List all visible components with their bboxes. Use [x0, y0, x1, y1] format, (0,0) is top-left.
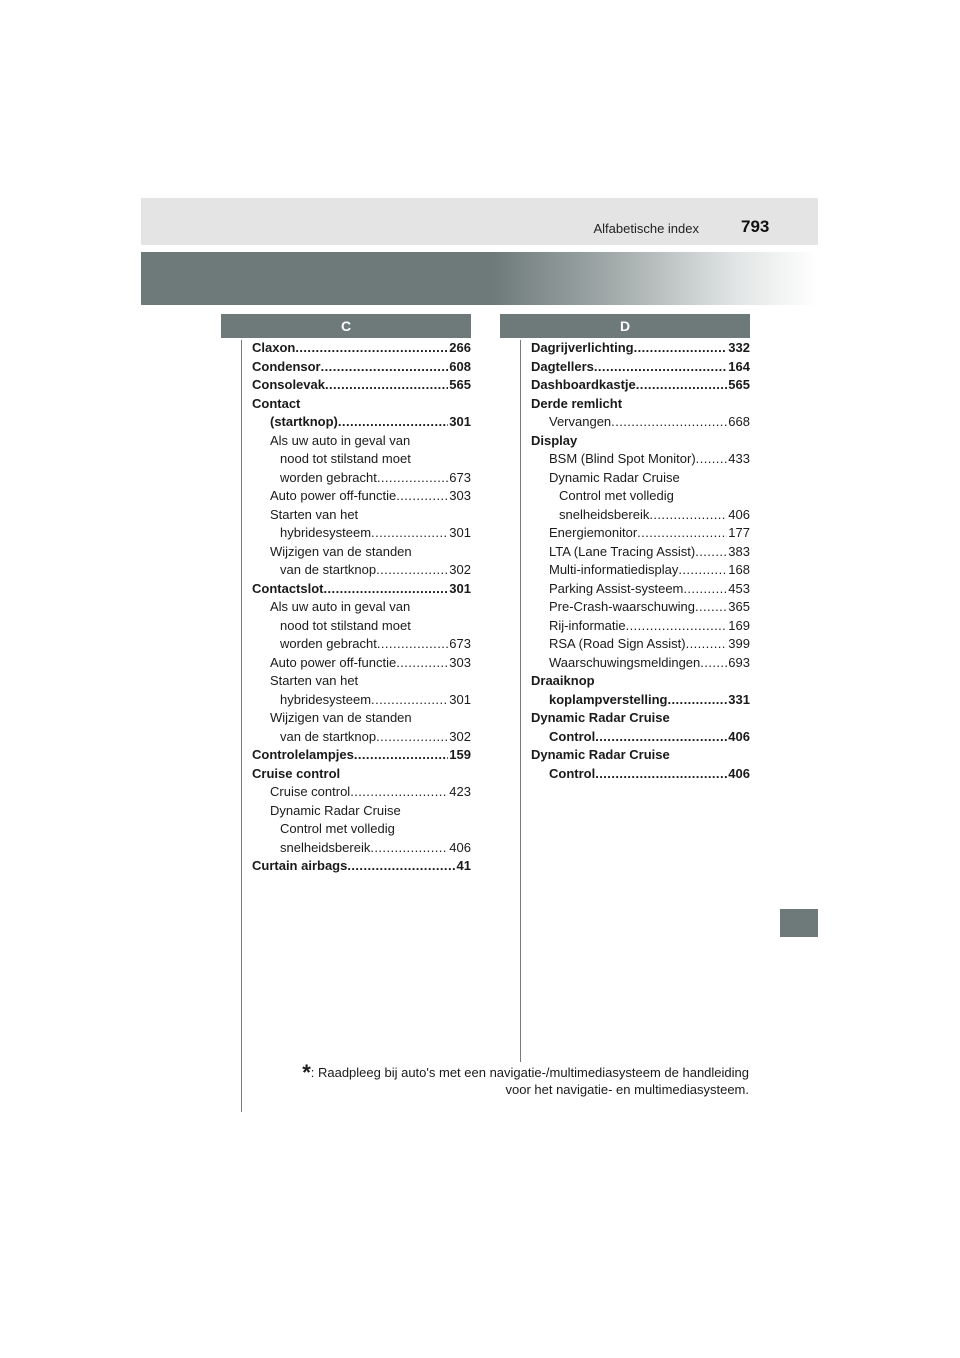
dot-leader: [696, 450, 728, 469]
index-entry-page: 266: [449, 340, 471, 355]
index-entry: [531, 580, 750, 599]
index-entry-text: Waarschuwingsmeldingen: [549, 654, 701, 670]
index-entry-text: Starten van het: [270, 673, 359, 688]
index-entry-page: 168: [728, 562, 750, 577]
header-band: [141, 198, 818, 245]
index-entry: [252, 839, 471, 858]
index-entry: [252, 432, 471, 451]
dot-leader: [321, 358, 449, 377]
index-entry: [531, 395, 750, 414]
dot-leader: [376, 561, 448, 580]
dot-leader: [595, 728, 727, 747]
index-entry-text: Wijzigen van de standen: [270, 543, 412, 559]
index-entry-text: Condensor: [252, 358, 321, 374]
index-entry-text: koplampverstelling: [549, 691, 668, 707]
letter-header-c: C: [221, 314, 471, 338]
index-entry-page: 423: [449, 784, 471, 799]
index-entry: [252, 617, 471, 636]
index-entry: [531, 691, 750, 710]
index-entry-text: Starten van het: [270, 506, 359, 522]
footnote-line-2: voor het navigatie- en multimediasysteem.: [505, 1082, 749, 1097]
index-entry: [252, 654, 471, 673]
index-entry-text: Dynamic Radar Cruise: [531, 710, 670, 725]
index-entry: [531, 524, 750, 543]
index-entry-text: Display: [531, 432, 578, 448]
index-entry-text: Curtain airbags: [252, 858, 348, 873]
index-entry-page: 302: [449, 562, 471, 577]
index-entry-page: 668: [728, 414, 750, 429]
index-entry: [531, 728, 750, 747]
index-entry-text: Multi-informatiedisplay: [549, 562, 679, 577]
dot-leader: [377, 469, 448, 488]
index-entry-page: 565: [728, 377, 750, 392]
index-entry: [531, 469, 750, 488]
index-entry: [252, 339, 471, 358]
index-entry: [531, 413, 750, 432]
index-entry-text: hybridesysteem: [280, 691, 372, 707]
index-entry-text: Parking Assist-systeem: [549, 580, 684, 596]
index-entry-text: Pre-Crash-waarschuwing: [549, 599, 695, 614]
index-entry-page: 673: [449, 636, 471, 651]
index-entry: [252, 765, 471, 784]
index-entry: [252, 413, 471, 432]
index-entry-page: 565: [449, 377, 471, 392]
index-entry: [252, 580, 471, 599]
index-entry-page: 303: [449, 654, 471, 670]
index-entry: [252, 376, 471, 395]
index-entry-text: snelheidsbereik: [559, 506, 650, 522]
dot-leader: [370, 839, 448, 858]
index-entry-page: 301: [449, 414, 471, 429]
index-entry: [252, 469, 471, 488]
index-entry: [531, 376, 750, 395]
index-entry-page: 177: [728, 525, 750, 540]
dot-leader: [695, 543, 727, 562]
dot-leader: [626, 617, 728, 636]
index-entry-page: 383: [728, 543, 750, 559]
dot-leader: [350, 783, 448, 802]
index-entry: [252, 672, 471, 691]
index-entry-text: Auto power off-functie: [270, 488, 397, 503]
index-entry-text: RSA (Road Sign Assist): [549, 636, 686, 651]
index-entry: [252, 450, 471, 469]
dot-leader: [354, 746, 448, 765]
index-entry: [531, 450, 750, 469]
index-entry-page: 608: [449, 358, 471, 374]
index-entry: [252, 820, 471, 839]
index-entry: [252, 598, 471, 617]
index-entry-text: Control: [549, 728, 596, 744]
index-entry: [252, 561, 471, 580]
dot-leader: [347, 857, 455, 876]
index-entry: [252, 524, 471, 543]
index-entry: [531, 506, 750, 525]
dot-leader: [611, 413, 727, 432]
index-entry-text: van de startknop: [280, 562, 377, 577]
index-entry-page: 302: [449, 728, 471, 744]
index-entry: [531, 709, 750, 728]
index-entry-text: Als uw auto in geval van: [270, 599, 411, 614]
index-entry-page: 693: [728, 654, 750, 670]
index-entry-text: Controlelampjes: [252, 747, 354, 762]
index-column-c: [252, 339, 471, 876]
index-entry-text: Contactslot: [252, 580, 324, 596]
index-entry: [531, 617, 750, 636]
index-entry: [531, 598, 750, 617]
index-entry-page: 406: [449, 839, 471, 855]
index-entry-text: Vervangen: [549, 414, 612, 429]
dot-leader: [649, 506, 727, 525]
index-entry: [531, 654, 750, 673]
index-entry-page: 332: [728, 340, 750, 355]
index-entry: [252, 635, 471, 654]
dot-leader: [637, 524, 727, 543]
dot-leader: [396, 654, 448, 673]
index-entry-text: Control: [549, 765, 596, 781]
index-entry: [531, 561, 750, 580]
letter-header-d: D: [500, 314, 750, 338]
index-entry-text: nood tot stilstand moet: [280, 451, 411, 466]
index-entry: [531, 358, 750, 377]
index-entry: [252, 506, 471, 525]
index-entry: [531, 765, 750, 784]
index-entry: [252, 709, 471, 728]
chapter-thumb-tab: [780, 909, 818, 937]
index-entry-text: Cruise control: [252, 765, 341, 781]
middle-column-rule: [520, 340, 521, 1062]
dot-leader: [295, 339, 448, 358]
index-entry-page: 301: [449, 691, 471, 707]
index-entry-text: LTA (Lane Tracing Assist): [549, 543, 696, 559]
index-entry-text: Dynamic Radar Cruise: [531, 747, 670, 762]
index-entry-text: Dashboardkastje: [531, 377, 636, 392]
dot-leader: [396, 487, 448, 506]
index-entry-page: 159: [449, 747, 471, 762]
index-entry: [252, 728, 471, 747]
index-entry-text: Dynamic Radar Cruise: [549, 469, 680, 485]
index-entry-text: Consolevak: [252, 377, 325, 392]
dot-leader: [634, 339, 728, 358]
dot-leader: [324, 580, 449, 599]
index-entry-page: 303: [449, 488, 471, 503]
dot-leader: [700, 654, 727, 673]
index-entry-text: worden gebracht: [280, 636, 377, 651]
index-entry: [252, 395, 471, 414]
footnote-line-1: : Raadpleeg bij auto's met een navigatie-/multimediasysteem de handleiding: [310, 1065, 749, 1080]
index-entry-page: 406: [728, 765, 750, 781]
index-entry-text: Dynamic Radar Cruise: [270, 802, 401, 818]
index-entry-page: 406: [728, 728, 750, 744]
index-entry-text: snelheidsbereik: [280, 839, 371, 855]
index-entry: [531, 339, 750, 358]
page-number: 793: [741, 217, 770, 236]
dot-leader: [595, 765, 727, 784]
dot-leader: [376, 728, 448, 747]
index-entry: [252, 802, 471, 821]
dot-leader: [325, 376, 448, 395]
index-column-d: [531, 339, 750, 783]
dot-leader: [678, 561, 727, 580]
index-entry-page: 365: [728, 599, 750, 614]
index-entry: [531, 543, 750, 562]
index-entry-text: Wijzigen van de standen: [270, 710, 412, 725]
dot-leader: [667, 691, 727, 710]
index-entry: [252, 487, 471, 506]
index-entry: [252, 746, 471, 765]
index-entry-text: Claxon: [252, 340, 296, 355]
dot-leader: [338, 413, 448, 432]
index-entry: [252, 543, 471, 562]
index-entry-text: Contact: [252, 395, 301, 411]
index-entry: [531, 487, 750, 506]
section-title: Alfabetische index: [593, 221, 699, 236]
dot-leader: [683, 580, 727, 599]
dot-leader: [636, 376, 728, 395]
index-entry: [252, 358, 471, 377]
index-entry-text: Cruise control: [270, 784, 351, 799]
index-entry-page: 301: [449, 580, 471, 596]
index-entry: [252, 783, 471, 802]
index-entry-page: 433: [728, 451, 750, 466]
dot-leader: [371, 524, 448, 543]
index-entry-text: Control met volledig: [280, 821, 395, 836]
index-entry-page: 453: [728, 580, 750, 596]
dot-leader: [695, 598, 727, 617]
index-entry-text: BSM (Blind Spot Monitor): [549, 451, 696, 466]
index-entry-page: 331: [728, 691, 750, 707]
index-entry-page: 673: [449, 469, 471, 485]
dot-leader: [377, 635, 448, 654]
index-entry-text: Als uw auto in geval van: [270, 432, 411, 448]
index-entry: [531, 635, 750, 654]
index-entry-text: (startknop): [270, 414, 338, 429]
index-entry: [252, 857, 471, 876]
index-entry-text: Rij-informatie: [549, 617, 626, 633]
footnote: [229, 1060, 749, 1098]
index-entry-text: hybridesysteem: [280, 525, 372, 540]
index-entry-text: Auto power off-functie: [270, 654, 397, 670]
index-entry-page: 301: [449, 525, 471, 540]
dot-leader: [371, 691, 448, 710]
left-column-rule: [241, 340, 242, 1112]
index-entry: [531, 432, 750, 451]
index-entry-text: Dagrijverlichting: [531, 340, 634, 355]
chapter-banner: [141, 252, 818, 305]
index-entry-page: 169: [728, 617, 750, 633]
index-entry-text: worden gebracht: [280, 469, 377, 485]
index-entry-page: 41: [456, 858, 471, 873]
index-entry-text: Draaiknop: [531, 673, 595, 688]
index-entry: [531, 746, 750, 765]
index-entry-page: 399: [728, 636, 750, 651]
index-entry-text: van de startknop: [280, 728, 377, 744]
index-entry-text: Derde remlicht: [531, 395, 623, 411]
index-entry-text: Dagtellers: [531, 358, 594, 374]
footnote-marker: *: [302, 1060, 311, 1085]
index-entry: [531, 672, 750, 691]
index-entry-text: Energiemonitor: [549, 525, 638, 540]
index-entry-page: 164: [728, 358, 750, 374]
index-entry-text: nood tot stilstand moet: [280, 617, 411, 633]
index-entry: [252, 691, 471, 710]
index-entry-text: Control met volledig: [559, 488, 674, 503]
dot-leader: [686, 635, 728, 654]
index-entry-page: 406: [728, 506, 750, 522]
dot-leader: [594, 358, 727, 377]
